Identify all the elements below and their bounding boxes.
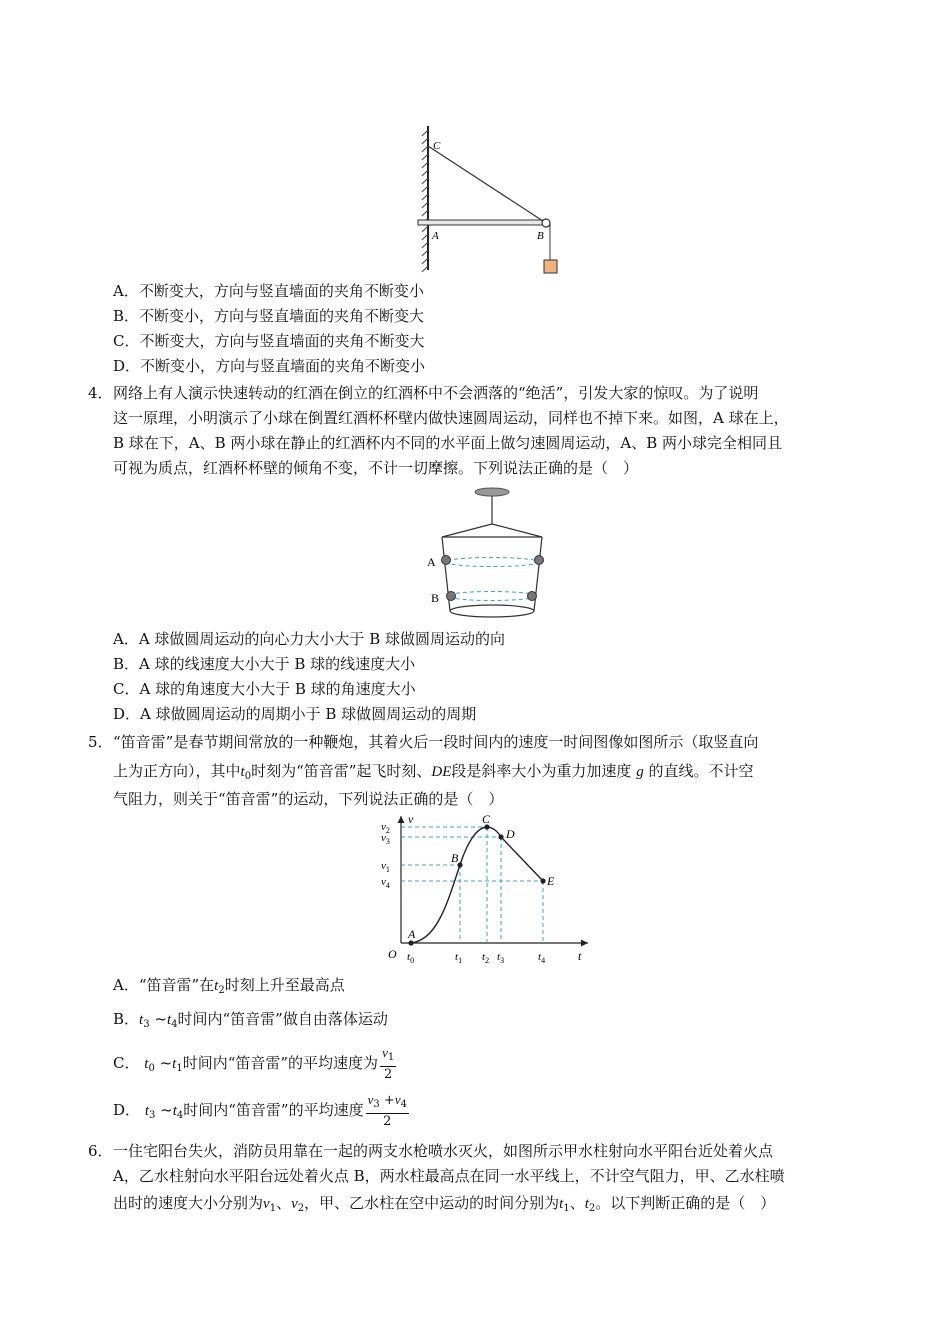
tick-v3: $v_3$ bbox=[381, 832, 390, 846]
q5-text-line-2: 上为正方向），其中$t_0$时刻为“笛音雷”起飞时刻、DE段是斜率大小为重力加速度 g 的直线。不计空 bbox=[113, 762, 754, 782]
axis-v-label: v bbox=[408, 812, 414, 826]
point-A: A bbox=[408, 927, 416, 941]
q4-option-d: D．A 球做圆周运动的周期小于 B 球做圆周运动的周期 bbox=[113, 705, 477, 723]
q5-option-d: D． $t_3$ $\sim t_4$时间内“笛音雷”的平均速度 $\frac{v_3 +v_4}{2}$ bbox=[113, 1092, 407, 1129]
q5-option-b: B．$t_3$ $\sim t_4$时间内“笛音雷”做自由落体运动 bbox=[113, 1010, 388, 1030]
fraction-v3-plus-v4-over-2: $\frac{v_3 +v_4}{2}$ bbox=[367, 1092, 407, 1129]
q5-text-line: “笛音雷”是春节期间常放的一种鞭炮，其着火后一段时间内的速度一时间图像如图所示（取竖直向 bbox=[113, 733, 759, 751]
q4-text-line: 网络上有人演示快速转动的红酒在倒立的红酒杯中不会洒落的“绝活”，引发大家的惊叹。为了说明 bbox=[113, 384, 759, 402]
q6-text-line: A，乙水柱射向水平阳台远处着火点 B，两水柱最高点在同一水平线上，不计空气阻力，甲、乙水柱喷 bbox=[113, 1167, 785, 1185]
q5-option-a: A．“笛音雷”在$t_2$时刻上升至最高点 bbox=[113, 976, 345, 996]
q6-number: 6． bbox=[88, 1142, 113, 1160]
point-D: D bbox=[506, 827, 515, 841]
q4-text-line: 这一原理，小明演示了小球在倒置红酒杯杯壁内做快速圆周运动，同样也不掉下来。如图，A 球在上， bbox=[113, 409, 789, 427]
label-A: A bbox=[432, 230, 439, 242]
label-B: B bbox=[537, 230, 544, 242]
ball-label-A: A bbox=[427, 555, 436, 569]
q4-option-b: B．A 球的线速度大小大于 B 球的线速度大小 bbox=[113, 655, 416, 673]
point-E: E bbox=[547, 874, 555, 888]
point-B: B bbox=[451, 851, 459, 865]
tick-t1: $t_1$ bbox=[455, 951, 463, 965]
q3-option-c: C．不断变大，方向与竖直墙面的夹角不断变大 bbox=[113, 332, 425, 350]
tick-t0: $t_0$ bbox=[407, 951, 415, 965]
figure-vt-graph bbox=[368, 810, 598, 968]
q4-text-line: B 球在下，A、B 两小球在静止的红酒杯内不同的水平面上做匀速圆周运动，A、B 两小球完全相同且 bbox=[113, 434, 783, 452]
figure-wine-glass bbox=[420, 484, 570, 624]
tick-t4: $t_4$ bbox=[538, 951, 546, 965]
q4-option-c: C．A 球的角速度大小大于 B 球的角速度大小 bbox=[113, 680, 416, 698]
point-C: C bbox=[482, 812, 491, 826]
q3-option-b: B．不断变小，方向与竖直墙面的夹角不断变大 bbox=[113, 307, 425, 325]
tick-t2: $t_2$ bbox=[482, 951, 490, 965]
q5-number: 5． bbox=[88, 733, 113, 751]
q5-option-c: C． $t_0$ $\sim t_1$时间内“笛音雷”的平均速度为 $\frac{v_1}{2}$ bbox=[113, 1045, 395, 1082]
origin-label: O bbox=[388, 947, 397, 961]
tick-t3: $t_3$ bbox=[497, 951, 505, 965]
q3-option-a: A．不断变大，方向与竖直墙面的夹角不断变小 bbox=[113, 282, 424, 300]
ball-label-B: B bbox=[431, 591, 440, 605]
q6-text-line: 一住宅阳台失火，消防员用靠在一起的两支水枪喷水灭火，如图所示甲水柱射向水平阳台近处着火点 bbox=[113, 1142, 774, 1160]
tick-v4: $v_4$ bbox=[381, 876, 390, 890]
q4-number: 4． bbox=[88, 384, 113, 402]
fraction-v1-over-2: $\frac{v_1}{2}$ bbox=[382, 1045, 395, 1082]
tick-v1: $v_1$ bbox=[381, 860, 390, 874]
tick-v2: $v_2$ bbox=[381, 821, 390, 835]
q4-text-line: 可视为质点，红酒杯杯壁的倾角不变，不计一切摩擦。下列说法正确的是（ ） bbox=[113, 459, 639, 477]
axis-t-label: t bbox=[578, 949, 582, 963]
label-C: C bbox=[433, 140, 441, 152]
q6-text-line-3: 出时的速度大小分别为$v_1$、$v_2$，甲、乙水柱在空中运动的时间分别为$t_1$、$t_2$。以下判断正确的是（ ） bbox=[113, 1194, 776, 1214]
q3-option-d: D．不断变小，方向与竖直墙面的夹角不断变小 bbox=[113, 357, 426, 375]
q4-option-a: A．A 球做圆周运动的向心力大小大于 B 球做圆周运动的向 bbox=[113, 630, 505, 648]
q5-text-line: 气阻力，则关于“笛音雷”的运动，下列说法正确的是（ ） bbox=[113, 790, 504, 808]
figure-wall-rod bbox=[400, 122, 570, 277]
